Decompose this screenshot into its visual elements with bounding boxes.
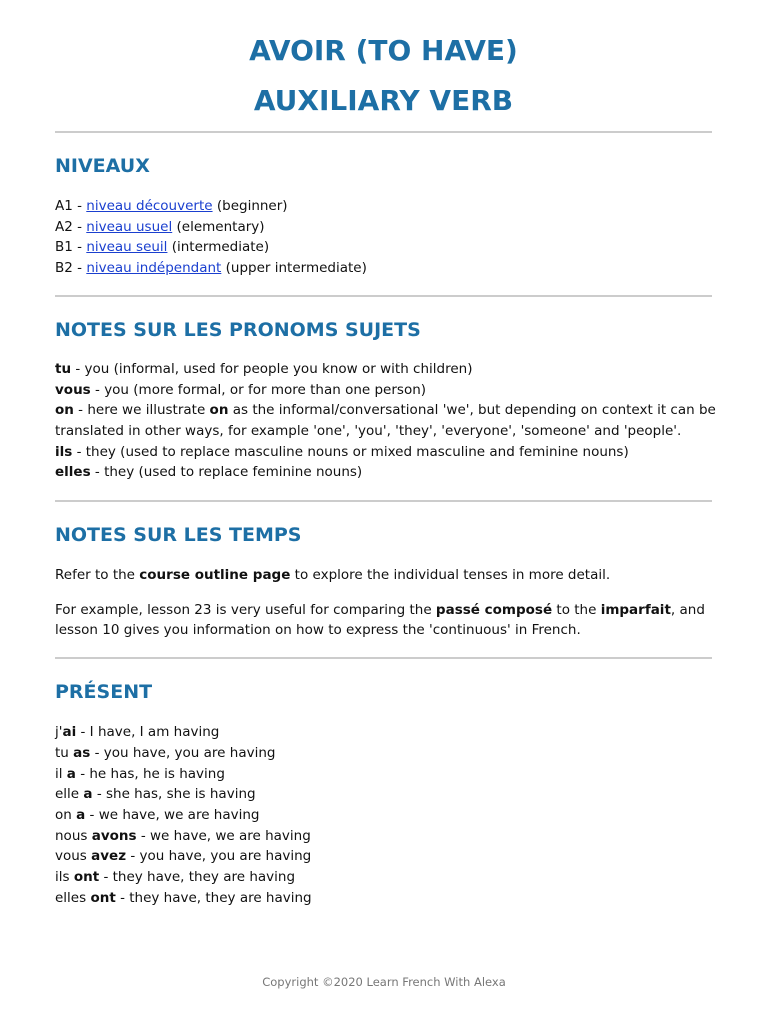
pronoun-note-on	[55, 400, 716, 421]
conjugation-row	[55, 846, 712, 867]
text: lesson 10 gives you information on how to express the 'continuous' in French.	[55, 622, 581, 639]
pronoun-note-on-cont: translated in other ways, for example 'one', 'you', 'they', 'everyone', 'someone' and 'people'.	[55, 422, 682, 439]
verb-form: avez	[91, 848, 127, 865]
conjugation-list	[55, 722, 712, 908]
verb-form: ont	[90, 889, 116, 906]
pronoun-note-tu	[55, 359, 712, 380]
pronoun-term: ils	[55, 443, 73, 460]
pronoun-desc: - they (used to replace masculine nouns or mixed masculine and feminine nouns)	[72, 443, 629, 460]
temps-paragraph-1	[55, 565, 712, 586]
passe-compose-term: passé composé	[435, 601, 553, 618]
pronoms-notes	[55, 359, 716, 483]
subject: il	[55, 765, 67, 782]
verb-form: ai	[62, 724, 77, 741]
level-code: B1 -	[55, 239, 87, 256]
pronoun-note-vous	[55, 380, 712, 401]
pronoun-desc: - you (more formal, or for more than one person)	[90, 381, 427, 398]
pronoun-desc: - you (informal, used for people you know or with children)	[71, 360, 473, 377]
level-desc: (intermediate)	[167, 239, 270, 256]
level-desc: (upper intermediate)	[221, 260, 367, 277]
translation: - we have, we are having	[85, 806, 260, 823]
temps-paragraph-2	[55, 600, 712, 641]
niveaux-list	[55, 196, 712, 279]
divider	[55, 500, 712, 502]
translation: - we have, we are having	[136, 827, 311, 844]
subject: vous	[55, 848, 92, 865]
translation: - he has, he is having	[75, 765, 225, 782]
pronoun-term: tu	[55, 360, 72, 377]
verb-form: avons	[91, 827, 137, 844]
level-code: A1 -	[55, 198, 87, 214]
pronoun-term: vous	[55, 381, 91, 398]
conjugation-row	[55, 867, 712, 888]
verb-form: ont	[73, 869, 100, 886]
level-desc: (elementary)	[172, 218, 265, 235]
subject: elles	[55, 889, 91, 906]
text: to explore the individual tenses in more detail.	[290, 567, 611, 584]
section-heading-niveaux: NIVEAUX	[55, 155, 150, 177]
section-heading-temps: NOTES SUR LES TEMPS	[55, 524, 302, 547]
text: For example, lesson 23 is very useful for comparing the	[55, 601, 436, 618]
conjugation-row	[55, 805, 712, 826]
conjugation-row	[55, 784, 712, 805]
conjugation-row	[55, 888, 712, 909]
imparfait-term: imparfait	[600, 601, 671, 618]
translation: - I have, I am having	[76, 724, 220, 741]
subject: elle	[55, 786, 84, 803]
verb-form: a	[83, 786, 93, 803]
course-outline-term: course outline page	[139, 567, 291, 584]
text: , and	[670, 601, 705, 618]
divider	[55, 295, 712, 297]
verb-form: a	[66, 765, 76, 782]
verb-form: as	[73, 744, 91, 761]
subject: ils	[55, 869, 74, 886]
text: to the	[552, 601, 601, 618]
level-item	[55, 237, 712, 258]
subject: tu	[55, 744, 74, 761]
level-link[interactable]: niveau indépendant	[86, 260, 222, 277]
subject: nous	[55, 827, 92, 844]
pronoun-desc: - they (used to replace feminine nouns)	[90, 464, 363, 481]
page-title-line-2: AUXILIARY VERB	[253, 84, 514, 117]
divider	[55, 131, 712, 133]
level-link[interactable]: niveau découverte	[86, 198, 213, 214]
subject: j'	[55, 724, 63, 741]
section-heading-present: PRÉSENT	[55, 681, 153, 704]
pronoun-term-inline: on	[209, 402, 229, 419]
document-page	[55, 0, 716, 908]
translation: - you have, you are having	[126, 848, 312, 865]
footer-copyright: Copyright ©2020 Learn French With Alexa	[262, 975, 506, 989]
divider	[55, 657, 712, 659]
level-link[interactable]: niveau seuil	[86, 239, 168, 256]
conjugation-row	[55, 826, 712, 847]
translation: - they have, they are having	[115, 889, 312, 906]
level-item	[55, 258, 712, 279]
text: Refer to the	[55, 567, 140, 584]
pronoun-desc: - here we illustrate	[73, 402, 210, 419]
verb-form: a	[76, 806, 86, 823]
conjugation-row	[55, 764, 712, 785]
level-link[interactable]: niveau usuel	[86, 218, 173, 235]
translation: - you have, you are having	[90, 744, 276, 761]
conjugation-row	[55, 743, 712, 764]
conjugation-row	[55, 722, 712, 743]
translation: - she has, she is having	[92, 786, 256, 803]
pronoun-term: elles	[55, 464, 91, 481]
pronoun-desc: as the informal/conversational 'we', but depending on context it can be	[228, 402, 716, 419]
pronoun-term: on	[55, 402, 74, 419]
level-desc: (beginner)	[212, 198, 288, 214]
pronoun-note-elles	[55, 462, 712, 483]
translation: - they have, they are having	[99, 869, 296, 886]
page-title-line-1: AVOIR (TO HAVE)	[249, 34, 518, 67]
level-code: A2 -	[55, 218, 87, 235]
section-heading-pronoms: NOTES SUR LES PRONOMS SUJETS	[55, 318, 421, 341]
level-code: B2 -	[55, 260, 87, 277]
pronoun-note-ils	[55, 442, 712, 463]
level-item	[55, 196, 712, 217]
subject: on	[55, 806, 77, 823]
level-item	[55, 217, 712, 238]
